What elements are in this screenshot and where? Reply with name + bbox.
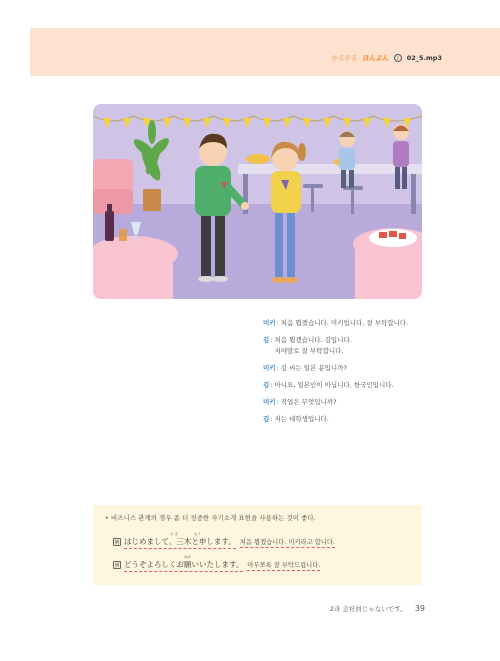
- example-phrase-2: [113, 555, 321, 572]
- dialogue-line: [263, 318, 463, 329]
- dialogue-line: [263, 397, 463, 408]
- speaker-colon: :: [270, 381, 273, 389]
- speaker-name: 미키: [263, 364, 276, 372]
- dialogue-text: 직업은 무엇입니까?: [280, 398, 337, 406]
- dialogue-text: 저는 대학생입니다.: [274, 415, 329, 423]
- dialogue-text: 처음 뵙겠습니다. 미키입니다. 잘 부탁합니다.: [280, 319, 409, 327]
- example-icon: 例: [114, 563, 120, 569]
- audio-icon[interactable]: ♪: [394, 54, 402, 62]
- example-icon: 例: [114, 540, 120, 546]
- ruby-mou: もう: [194, 532, 201, 536]
- speaker-name: 김: [263, 415, 270, 423]
- note-box: [93, 505, 422, 585]
- example-jp-2: [124, 555, 244, 572]
- speaker-colon: :: [276, 398, 279, 406]
- speaker-colon: :: [276, 319, 279, 327]
- dialogue-line: [263, 414, 463, 425]
- example-kr-1: 처음 뵙겠습니다. 미키라고 합니다.: [239, 539, 335, 546]
- dialogue-text: 김 씨는 일본 분입니까?: [280, 364, 347, 372]
- page-number: 39: [414, 604, 425, 613]
- speaker-name: 김: [263, 336, 270, 344]
- party-illustration: [93, 104, 422, 299]
- dialogue: [263, 318, 463, 431]
- dialogue-line: [263, 335, 463, 357]
- note-bullet: • 비즈니스 관계의 경우 좀 더 정중한 자기소개 표현을 사용하는 것이 좋다.: [105, 514, 316, 522]
- example-kr-2: 아무쪼록 잘 부탁드립니다.: [247, 562, 321, 569]
- example-jp-1: [124, 532, 236, 549]
- audio-file-name[interactable]: 02_5.mp3: [406, 53, 442, 62]
- speaker-name: 김: [263, 381, 270, 389]
- page-footer: [330, 604, 425, 613]
- speaker-colon: :: [270, 415, 273, 423]
- series-label-b: ほんぶん: [362, 54, 389, 62]
- chapter-title: 2과 会社員じゃないです。: [329, 605, 407, 613]
- speaker-name: 미키: [263, 319, 276, 327]
- dialogue-line: [263, 380, 463, 391]
- dialogue-text-line2: 저야말로 잘 부탁합니다.: [274, 347, 344, 355]
- ruby-miki: み き: [170, 532, 179, 536]
- example-jp-2-text: どうぞよろしくお願いいたします。: [124, 560, 244, 569]
- example-phrase-1: [113, 532, 335, 549]
- ruby-nega: ねが: [184, 555, 191, 559]
- dialogue-line: [263, 363, 463, 374]
- speaker-colon: :: [270, 336, 273, 344]
- speaker-colon: :: [276, 364, 279, 372]
- header-row: [332, 53, 442, 62]
- header-band: [30, 28, 500, 76]
- example-jp-1-text: はじめまして。三木と申します。: [124, 537, 236, 546]
- dialogue-text: 아니요, 일본인이 아닙니다. 한국인입니다.: [274, 381, 394, 389]
- series-label-a: かるがる: [331, 54, 358, 62]
- speaker-name: 미키: [263, 398, 276, 406]
- dialogue-text: [274, 335, 351, 357]
- dialogue-text-line1: 처음 뵙겠습니다. 김입니다.: [274, 336, 352, 344]
